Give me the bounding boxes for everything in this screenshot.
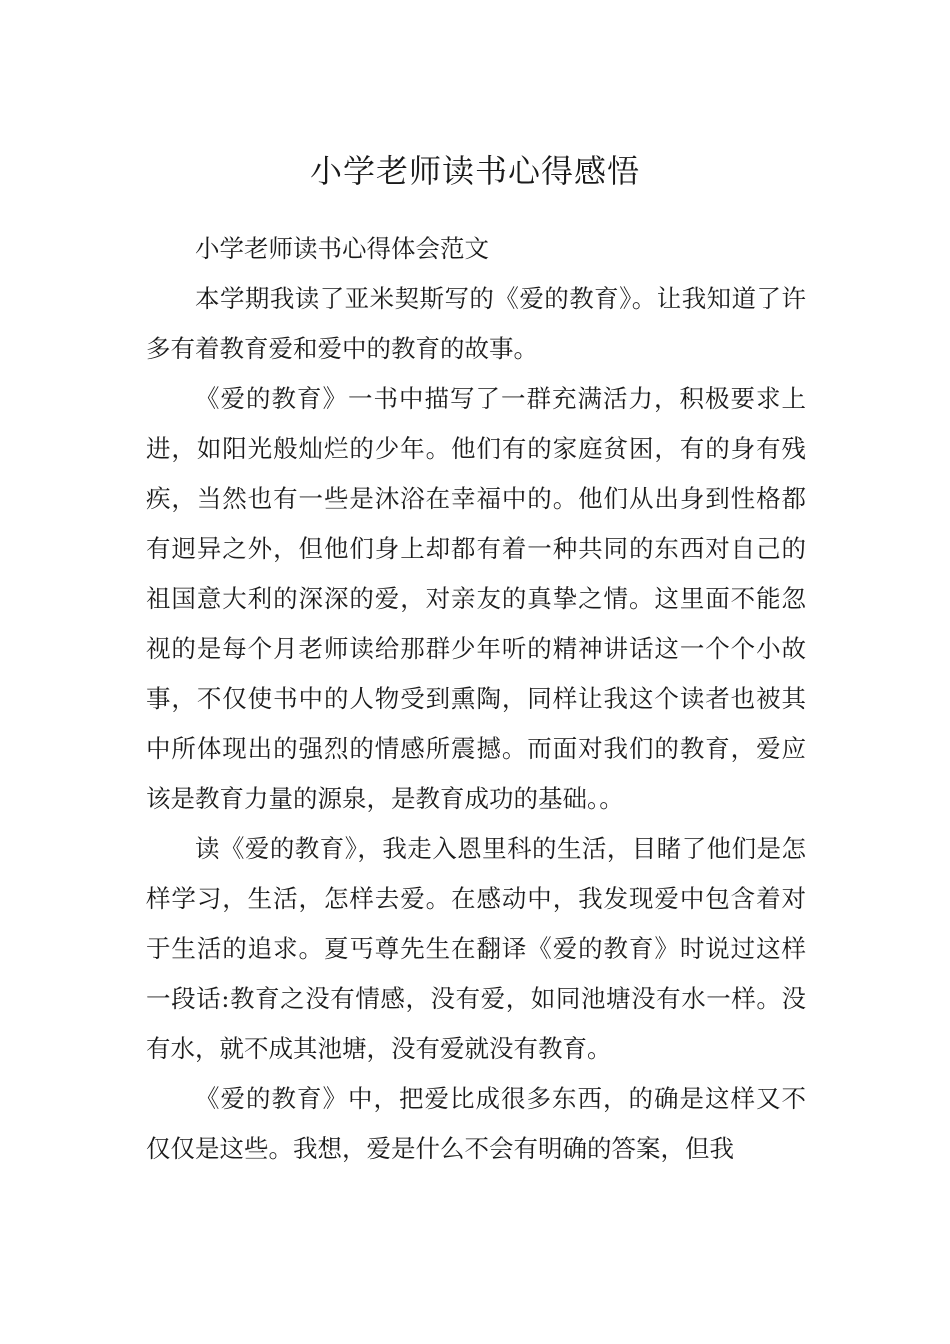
document-body	[146, 224, 806, 1174]
paragraph: 读《爱的教育》，我走入恩里科的生活，目睹了他们是怎样学习，生活，怎样去爱。在感动中，我发现爱中包含着对于生活的追求。夏丐尊先生在翻译《爱的教育》时说过这样一段话:教育之没有情感，没有爱，如同池塘没有水一样。没有水，就不成其池塘，没有爱就没有教育。	[146, 834, 806, 1063]
document-title: 小学老师读书心得感悟	[309, 152, 640, 191]
paragraph: 本学期我读了亚米契斯写的《爱的教育》。让我知道了许多有着教育爱和爱中的教育的故事。	[146, 284, 806, 363]
paragraph-subtitle: 小学老师读书心得体会范文	[195, 234, 489, 263]
paragraph: 《爱的教育》一书中描写了一群充满活力，积极要求上进，如阳光般灿烂的少年。他们有的家庭贫困，有的身有残疾，当然也有一些是沐浴在幸福中的。他们从出身到性格都有迥异之外，但他们身上却都有着一种共同的东西对自己的祖国意大利的深深的爱，对亲友的真挚之情。这里面不能忽视的是每个月老师读给那群少年听的精神讲话这一个个小故事，不仅使书中的人物受到熏陶，同样让我这个读者也被其中所体现出的强烈的情感所震撼。而面对我们的教育，爱应该是教育力量的源泉，是教育成功的基础。。	[146, 384, 806, 813]
paragraph: 《爱的教育》中，把爱比成很多东西，的确是这样又不仅仅是这些。我想，爱是什么不会有明确的答案，但我	[146, 1084, 806, 1163]
